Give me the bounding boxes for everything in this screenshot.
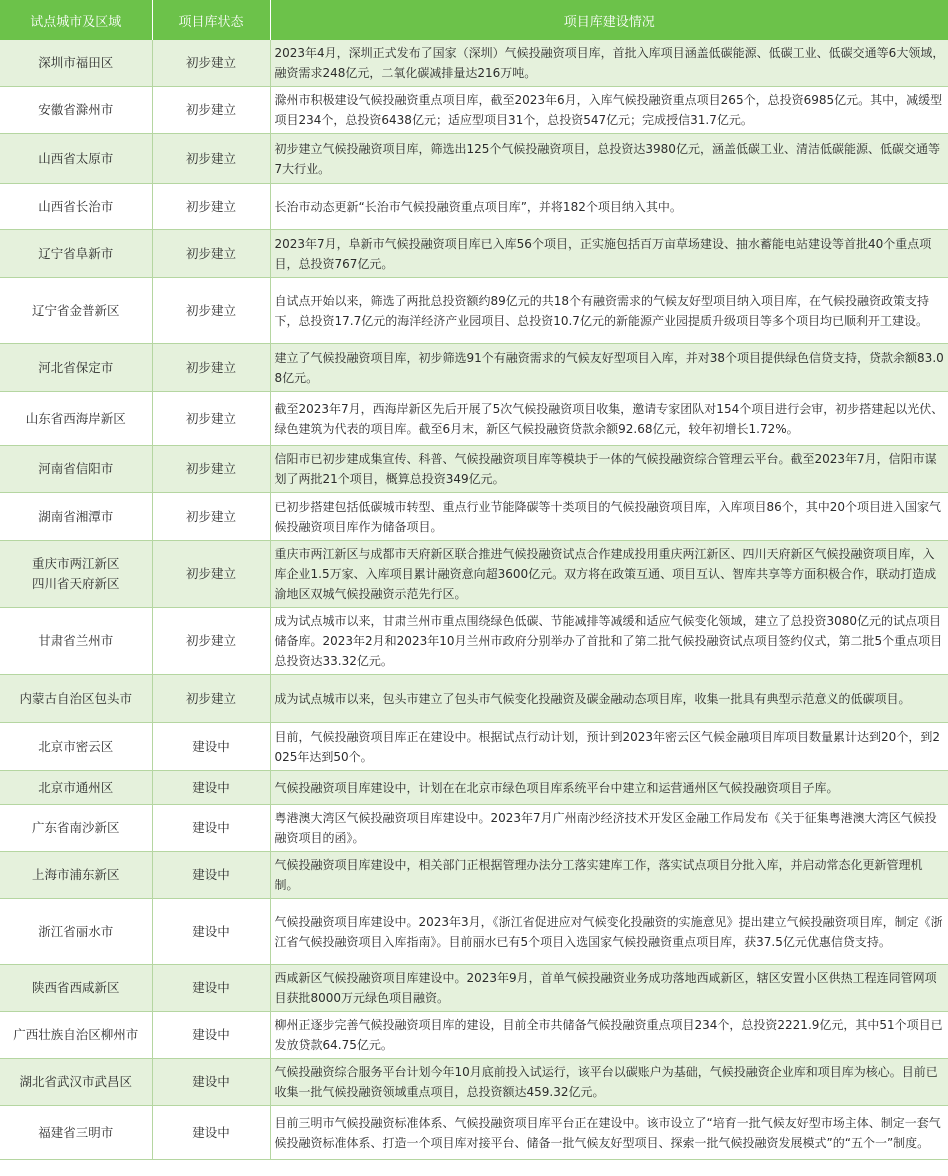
cell-city [0,899,152,965]
column-header-status: 项目库状态 [152,0,270,40]
cell-detail: 信阳市已初步建成集宣传、科普、气候投融资项目库等模块于一体的气候投融资综合管理云平台。截至2023年7月，信阳市谋划了两批21个项目，概算总投资349亿元。 [270,446,948,493]
table-row [0,723,948,771]
city-name: 河北省保定市 [38,359,114,375]
cell-city [0,965,152,1012]
cell-status: 初步建立 [152,675,270,723]
table-row [0,541,948,608]
city-name: 安徽省滁州市 [38,102,114,117]
table-row [0,87,948,134]
table-row [0,344,948,392]
city-name: 浙江省丽水市 [38,923,114,939]
table-row [0,1059,948,1106]
city-name: 上海市浦东新区 [31,867,120,882]
table-row [0,805,948,852]
cell-status: 建设中 [152,965,270,1012]
cell-status: 初步建立 [152,608,270,675]
cell-city [0,1106,152,1160]
cell-city [0,1059,152,1106]
table-row [0,1012,948,1059]
cell-status: 建设中 [152,805,270,852]
cell-status: 初步建立 [152,344,270,392]
city-name: 山西省长治市 [38,198,114,214]
cell-detail: 成为试点城市以来，甘肃兰州市重点围绕绿色低碳、节能减排等减缓和适应气候变化领域，建立了总投资3080亿元的试点项目储备库。2023年2月和2023年10月兰州市政府分别举办了首批和了第二批气候投融资试点项目签约仪式，第二批5个重点项目总投资达33.32亿元。 [270,608,948,675]
cell-detail: 成为试点城市以来，包头市建立了包头市气候变化投融资及碳金融动态项目库，收集一批具有典型示范意义的低碳项目。 [270,675,948,723]
cell-city [0,541,152,608]
cell-city [0,87,152,134]
table-row [0,230,948,278]
city-name: 辽宁省阜新市 [38,245,114,261]
cell-status: 建设中 [152,1059,270,1106]
cell-city [0,805,152,852]
cell-status: 建设中 [152,899,270,965]
cell-detail: 气候投融资项目库建设中，计划在在北京市绿色项目库系统平台中建立和运营通州区气候投融资项目子库。 [270,771,948,805]
cell-city [0,675,152,723]
table-row [0,965,948,1012]
cell-detail: 长治市动态更新“长治市气候投融资重点项目库”，并将182个项目纳入其中。 [270,184,948,230]
cell-detail: 柳州正逐步完善气候投融资项目库的建设，目前全市共储备气候投融资重点项目234个，总投资2221.9亿元，其中51个项目已发放贷款64.75亿元。 [270,1012,948,1059]
cell-detail: 气候投融资综合服务平台计划今年10月底前投入试运行，该平台以碳账户为基础，气候投融资企业库和项目库为核心。目前已收集一批气候投融资领域重点项目，总投资额达459.32亿元。 [270,1059,948,1106]
cell-city [0,852,152,899]
cell-detail: 气候投融资项目库建设中，相关部门正根据管理办法分工落实建库工作，落实试点项目分批入库，并启动常态化更新管理机制。 [270,852,948,899]
table-row [0,1106,948,1160]
cell-detail: 西咸新区气候投融资项目库建设中。2023年9月，首单气候投融资业务成功落地西咸新区，辖区安置小区供热工程连同管网项目获批8000万元绿色项目融资。 [270,965,948,1012]
city-name: 深圳市福田区 [38,55,114,70]
city-name: 湖南省湘潭市 [38,508,114,524]
cell-city [0,723,152,771]
cell-city [0,40,152,87]
cell-status: 初步建立 [152,278,270,344]
cell-detail: 粤港澳大湾区气候投融资项目库建设中。2023年7月广州南沙经济技术开发区金融工作局发布《关于征集粤港澳大湾区气候投融资项目的函》。 [270,805,948,852]
cell-detail: 初步建立气候投融资项目库，筛选出125个气候投融资项目，总投资达3980亿元，涵盖低碳工业、清洁低碳能源、低碳交通等7大行业。 [270,134,948,184]
cell-status: 初步建立 [152,446,270,493]
cell-status: 建设中 [152,852,270,899]
cell-detail: 重庆市两江新区与成都市天府新区联合推进气候投融资试点合作建成投用重庆两江新区、四川天府新区气候投融资项目库，入库企业1.5万家、入库项目累计融资意向超3600亿元。双方将在政策互通、项目互认、智库共享等方面积极合作，联动打造成渝地区双城气候投融资示范先行区。 [270,541,948,608]
city-name: 北京市密云区 [38,738,114,754]
cell-status: 初步建立 [152,134,270,184]
city-name: 重庆市两江新区 [31,556,120,571]
table-row [0,493,948,541]
table-row [0,278,948,344]
city-name: 广东省南沙新区 [31,820,120,835]
cell-city [0,184,152,230]
cell-status: 初步建立 [152,184,270,230]
cell-city [0,493,152,541]
cell-detail: 2023年4月，深圳正式发布了国家（深圳）气候投融资项目库，首批入库项目涵盖低碳能源、低碳工业、低碳交通等6大领域，融资需求248亿元，二氧化碳减排量达216万吨。 [270,40,948,87]
table-row [0,392,948,446]
table-row [0,184,948,230]
cell-city [0,230,152,278]
cell-status: 初步建立 [152,392,270,446]
cell-detail: 2023年7月，阜新市气候投融资项目库已入库56个项目，正实施包括百万亩草场建设、抽水蓄能电站建设等首批40个重点项目，总投资767亿元。 [270,230,948,278]
cell-city [0,344,152,392]
cell-detail: 目前三明市气候投融资标准体系、气候投融资项目库平台正在建设中。该市设立了“培育一批气候友好型市场主体、制定一套气候投融资标准体系、打造一个项目库对接平台、储备一批气候友好型项目、探索一批气候投融资发展模式”的“五个一”制度。 [270,1106,948,1160]
city-name: 内蒙古自治区包头市 [19,690,132,706]
cell-city [0,446,152,493]
city-name: 山西省太原市 [38,150,114,166]
cell-city [0,608,152,675]
city-name: 北京市通州区 [38,779,114,795]
cell-city [0,771,152,805]
table-row [0,134,948,184]
cell-city [0,392,152,446]
column-header-city: 试点城市及区域 [0,0,152,40]
cell-status: 初步建立 [152,230,270,278]
cell-status: 初步建立 [152,40,270,87]
city-name: 河南省信阳市 [38,461,114,476]
table-row [0,40,948,87]
cell-detail: 自试点开始以来，筛选了两批总投资额约89亿元的共18个有融资需求的气候友好型项目纳入项目库，在气候投融资政策支持下，总投资17.7亿元的海洋经济产业园项目、总投资10.7亿元的新能源产业园提质升级项目等多个项目均已顺利开工建设。 [270,278,948,344]
table-row [0,771,948,805]
cell-status: 初步建立 [152,541,270,608]
city-name: 广西壮族自治区柳州市 [13,1027,139,1042]
table-row [0,608,948,675]
cell-status: 建设中 [152,723,270,771]
cell-status: 建设中 [152,1106,270,1160]
cell-status: 建设中 [152,1012,270,1059]
city-name-secondary: 四川省天府新区 [31,576,120,591]
cell-detail: 目前，气候投融资项目库正在建设中。根据试点行动计划，预计到2023年密云区气候金融项目库项目数量累计达到20个，到2025年达到50个。 [270,723,948,771]
cell-detail: 建立了气候投融资项目库，初步筛选91个有融资需求的气候友好型项目入库，并对38个项目提供绿色信贷支持，贷款余额83.08亿元。 [270,344,948,392]
city-name: 山东省西海岸新区 [25,410,126,426]
cell-city [0,134,152,184]
cell-detail: 气候投融资项目库建设中。2023年3月，《浙江省促进应对气候变化投融资的实施意见》提出建立气候投融资项目库，制定《浙江省气候投融资项目入库指南》。目前丽水已有5个项目入选国家气候投融资重点项目库，获37.5亿元优惠信贷支持。 [270,899,948,965]
cell-status: 初步建立 [152,493,270,541]
city-name: 辽宁省金普新区 [31,302,120,318]
city-name: 陕西省西咸新区 [31,980,120,995]
city-name: 福建省三明市 [38,1124,114,1140]
column-header-detail: 项目库建设情况 [270,0,948,40]
cell-status: 初步建立 [152,87,270,134]
cell-status: 建设中 [152,771,270,805]
cell-detail: 截至2023年7月，西海岸新区先后开展了5次气候投融资项目收集，邀请专家团队对154个项目进行会审，初步搭建起以光伏、绿色建筑为代表的项目库。截至6月末，新区气候投融资贷款余额92.68亿元，较年初增长1.72%。 [270,392,948,446]
city-name: 甘肃省兰州市 [38,633,114,648]
cell-detail: 滁州市积极建设气候投融资重点项目库，截至2023年6月，入库气候投融资重点项目265个，总投资6985亿元。其中，减缓型项目234个，总投资6438亿元；适应型项目31个，总投资547亿元；完成授信31.7亿元。 [270,87,948,134]
table-row [0,675,948,723]
cell-city [0,1012,152,1059]
cell-detail: 已初步搭建包括低碳城市转型、重点行业节能降碳等十类项目的气候投融资项目库，入库项目86个，其中20个项目进入国家气候投融资项目库作为储备项目。 [270,493,948,541]
table-row [0,852,948,899]
table-row [0,899,948,965]
table-header-row [0,0,948,40]
cell-city [0,278,152,344]
table-row [0,446,948,493]
city-name: 湖北省武汉市武昌区 [19,1074,132,1089]
